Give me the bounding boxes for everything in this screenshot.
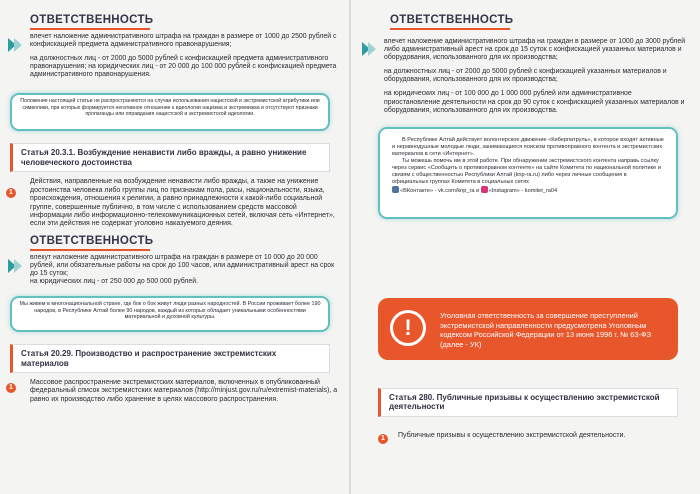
warning-text: Уголовная ответственность за совершение преступлений экстремистской направленности предусмотрена Уголовным кодексом Российской Федерации от 13 июня 1996 г. № 63-ФЗ (далее - УК) — [440, 311, 652, 349]
paragraph: влечет наложение административного штрафа на граждан в размере от 1000 до 2500 рублей с конфискацией предмета административного правонарушения; — [30, 33, 337, 49]
article-body: Публичные призывы к осуществлению экстремистской деятельности. — [398, 432, 626, 439]
vk-icon — [392, 186, 399, 193]
notice-box: Мы живем в многонациональной стране, где бок о бок живут люди разных народностей. В России проживает более 190 народов, в Республике Алтай более 90 народов, каждый из которых обладает уникальными особенностями материальной и духовной культуры. — [10, 296, 330, 332]
info-box — [378, 127, 678, 219]
instagram-link[interactable]: «Instagram» - komitet_ra04 — [488, 187, 558, 194]
number-badge: 1 — [6, 188, 16, 198]
section-heading: ОТВЕТСТВЕННОСТЬ — [30, 235, 340, 251]
paragraph: влечет наложение административного штрафа на граждан в размере от 1000 до 3000 рублей либо административный арест на срок до 15 суток с конфискацией указанных материалов и оборудования, использованного для их производства; — [384, 38, 686, 62]
number-badge: 1 — [378, 434, 388, 444]
chevron-icon — [14, 38, 22, 52]
article-body-block — [9, 378, 340, 404]
paragraph: на юридических лиц - от 250 000 до 500 000 рублей. — [30, 278, 198, 285]
vk-link[interactable]: «ВКонтакте» - vk.com/knp_ra и — [400, 187, 480, 194]
left-section-1 — [30, 14, 340, 79]
info-paragraph: В Республике Алтай действует волонтерское движение «Киберпатруль», в которое входят активные и неравнодушные молодые люди, занимающиеся поиском противоправного контента и экстремистских материалов в сети «Интернет». — [392, 136, 664, 157]
article-body-block — [9, 178, 340, 228]
chevron-icon — [368, 42, 376, 56]
right-page — [350, 0, 700, 494]
paragraph: влекут наложение административного штрафа на граждан в размере от 10 000 до 20 000 рублей, или обязательные работы на срок до 100 часов, или административный арест на срок до 15 суток; — [30, 253, 335, 277]
article-body: Действия, направленные на возбуждение ненависти либо вражды, а также на унижение достоинства человека либо группы лиц по признакам пола, расы, национальности, языка, происхождения, отношения к религии, а равно принадлежности к какой-либо социальной группе, совершенные публично, в том числе с использованием средств массовой информации либо информационно-телекоммуникационных сетей, включая сеть «Интернет», если эти действия не содержат уголовно наказуемого деяния. — [30, 178, 335, 228]
social-links — [392, 186, 664, 195]
info-paragraph: Ты можешь помочь им в этой работе. При обнаружении экстремистского контента направь ссылку через сервис «Сообщить о противоправном контенте» на сайте Комитета по национальной политике и связям с общественностью Республики Алтай (knp-ra.ru) либо через личные сообщения в официальных группах Комитета в социальных сетях — [392, 157, 661, 185]
section-heading: ОТВЕТСТВЕННОСТЬ — [390, 14, 686, 30]
article-title: Статья 20.29. Производство и распространение экстремистских материалов — [10, 344, 330, 373]
exclamation-icon: ! — [390, 310, 426, 346]
chevron-icon — [14, 259, 22, 273]
article-title: Статья 280. Публичные призывы к осуществлению экстремистской деятельности — [378, 388, 678, 417]
number-badge: 1 — [6, 383, 16, 393]
article-body: Массовое распространение экстремистских материалов, включенных в опубликованный федеральный список экстремистских материалов (http://minjust.gov.ru/ru/extremist-materials), а равно их производство либо хранение в целях массового распространения. — [30, 378, 338, 403]
section-heading: ОТВЕТСТВЕННОСТЬ — [30, 14, 340, 30]
warning-banner — [378, 298, 678, 360]
paragraph: на должностных лиц - от 2000 до 5000 рублей с конфискацией указанных материалов и оборудования, использованного для их производства; — [384, 68, 667, 84]
left-section-2 — [30, 235, 340, 286]
notice-box: Положения настоящей статьи не распространяются на случаи использования нацистской и экстремистской атрибутики или символики, при которых формируется негативное отношение к идеологии нацизма и экстремизма и отсутствуют признаки пропаганды или оправдания нацистской и экстремистской идеологии. — [10, 93, 330, 131]
right-section-1 — [384, 14, 686, 115]
instagram-icon — [481, 186, 488, 193]
paragraph: на должностных лиц - от 2000 до 5000 рублей с конфискацией предмета административного правонарушения; на юридических лиц - от 20 000 до 100 000 рублей с конфискацией предмета административного правонарушения. — [30, 55, 337, 79]
article-body-block — [381, 432, 668, 442]
paragraph: на юридических лиц - от 100 000 до 1 000 000 рублей или административное приостановление деятельности на срок до 90 суток с конфискацией указанных материалов и оборудования, использованного для их производства. — [384, 90, 685, 114]
article-title: Статья 20.3.1. Возбуждение ненависти либо вражды, а равно унижение человеческого достоинства — [10, 143, 330, 172]
